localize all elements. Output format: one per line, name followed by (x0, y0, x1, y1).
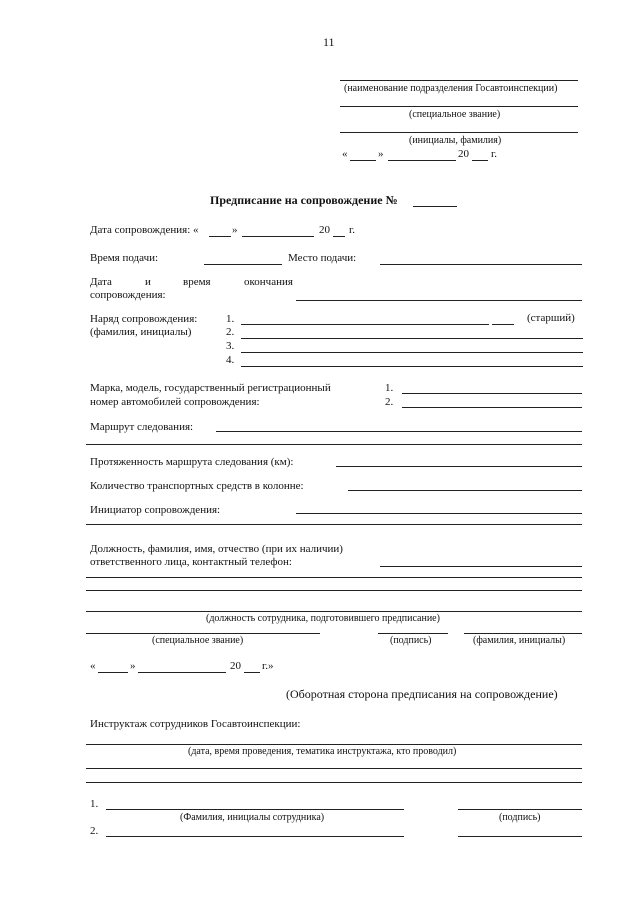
briefing-label: Инструктаж сотрудников Госавтоинспекции: (90, 718, 301, 730)
signature-date-year-line (244, 672, 260, 673)
briefing-caption: (дата, время проведения, тематика инструктажа, кто проводил) (188, 746, 457, 757)
employee-line-2 (106, 836, 404, 837)
header-date-close-quote: » (378, 148, 384, 160)
signature-date-year: 20 (230, 660, 241, 672)
signature-rank-caption: (специальное звание) (152, 635, 244, 646)
route-line-2 (86, 444, 582, 445)
signature-sign-caption: (подпись) (390, 635, 432, 646)
vehicle-number-2: 2. (385, 396, 394, 408)
detail-number-1: 1. (226, 313, 235, 325)
signature-name-caption: (фамилия, инициалы) (473, 635, 566, 646)
reverse-side-title: (Оборотная сторона предписания на сопровождение) (286, 687, 558, 701)
submit-place-label: Место подачи: (288, 252, 357, 264)
route-line-1 (216, 431, 582, 432)
header-date-open-quote: « (342, 148, 348, 160)
vehicle-line-1 (402, 393, 582, 394)
employee-sign-caption: (подпись) (499, 812, 541, 823)
end-label-word2: и (145, 276, 151, 288)
submit-time-label: Время подачи: (90, 252, 159, 264)
vehicles-label: Марка, модель, государственный регистрационный (90, 382, 331, 394)
header-date-year: 20 (458, 148, 469, 160)
employee-number-1: 1. (90, 798, 99, 810)
employee-sign-line-2 (458, 836, 582, 837)
initiator-label: Инициатор сопровождения: (90, 504, 221, 516)
employee-caption: (Фамилия, инициалы сотрудника) (180, 812, 325, 823)
name-caption: (инициалы, фамилия) (409, 135, 502, 146)
document-title: Предписание на сопровождение № (210, 193, 398, 207)
detail-line-4 (241, 366, 583, 367)
signature-date-suffix: г.» (262, 660, 274, 672)
detail-number-3: 3. (226, 340, 235, 352)
name-line (340, 132, 578, 133)
detail-line-1b (492, 324, 514, 325)
escort-date-year: 20 (319, 224, 330, 236)
end-label-word4: окончания (244, 276, 293, 288)
detail-sublabel: (фамилия, инициалы) (90, 326, 192, 338)
department-line (340, 80, 578, 81)
responsible-label-line2: ответственного лица, контактный телефон: (90, 556, 292, 568)
position-caption: (должность сотрудника, подготовившего предписание) (206, 613, 440, 624)
route-length-label: Протяженность маршрута следования (км): (90, 456, 294, 468)
signature-date-day-line (98, 672, 128, 673)
responsible-label: Должность, фамилия, имя, отчество (при их наличии) (90, 543, 343, 555)
submit-time-line (204, 264, 282, 265)
employee-line-1 (106, 809, 404, 810)
escort-date-day-line (209, 236, 231, 237)
header-date-suffix: г. (491, 148, 498, 160)
detail-number-4: 4. (226, 354, 235, 366)
end-datetime-line (296, 300, 582, 301)
vehicle-count-line (348, 490, 582, 491)
signature-date-open-quote: « (90, 660, 96, 672)
header-date-month-line (388, 160, 456, 161)
employee-sign-line-1 (458, 809, 582, 810)
submit-place-line (380, 264, 582, 265)
header-date-day-line (350, 160, 376, 161)
end-label-line2: сопровождения: (90, 289, 166, 301)
briefing-line-3 (86, 782, 582, 783)
signature-date-close-quote: » (130, 660, 136, 672)
escort-date-year-line (333, 236, 345, 237)
title-number-line (413, 206, 457, 207)
detail-line-1 (241, 324, 489, 325)
rank-line (340, 106, 578, 107)
vehicle-line-2 (402, 407, 582, 408)
escort-date-month-line (242, 236, 314, 237)
department-caption: (наименование подразделения Госавтоинспекции) (344, 83, 558, 94)
initiator-line-1 (296, 513, 582, 514)
header-date-year-line (472, 160, 488, 161)
initiator-line-2 (86, 524, 582, 525)
route-length-line (336, 466, 582, 467)
rank-caption: (специальное звание) (409, 109, 501, 120)
briefing-line-2 (86, 768, 582, 769)
detail-line-3 (241, 352, 583, 353)
detail-line-2 (241, 338, 583, 339)
senior-caption: (старший) (527, 312, 575, 324)
end-label-word1: Дата (90, 276, 112, 288)
employee-number-2: 2. (90, 825, 99, 837)
vehicle-count-label: Количество транспортных средств в колонне: (90, 480, 304, 492)
responsible-line-2 (86, 577, 582, 578)
vehicles-label-line2: номер автомобилей сопровождения: (90, 396, 260, 408)
responsible-line-3 (86, 590, 582, 591)
detail-number-2: 2. (226, 326, 235, 338)
responsible-line-1 (380, 566, 582, 567)
vehicle-number-1: 1. (385, 382, 394, 394)
detail-label: Наряд сопровождения: (90, 313, 198, 325)
escort-date-suffix: г. (349, 224, 356, 236)
end-label-word3: время (183, 276, 211, 288)
signature-date-month-line (138, 672, 226, 673)
page-number: 11 (323, 35, 335, 49)
escort-date-label: Дата сопровождения: « (90, 224, 199, 236)
route-label: Маршрут следования: (90, 421, 194, 433)
escort-date-quote: » (232, 224, 238, 236)
